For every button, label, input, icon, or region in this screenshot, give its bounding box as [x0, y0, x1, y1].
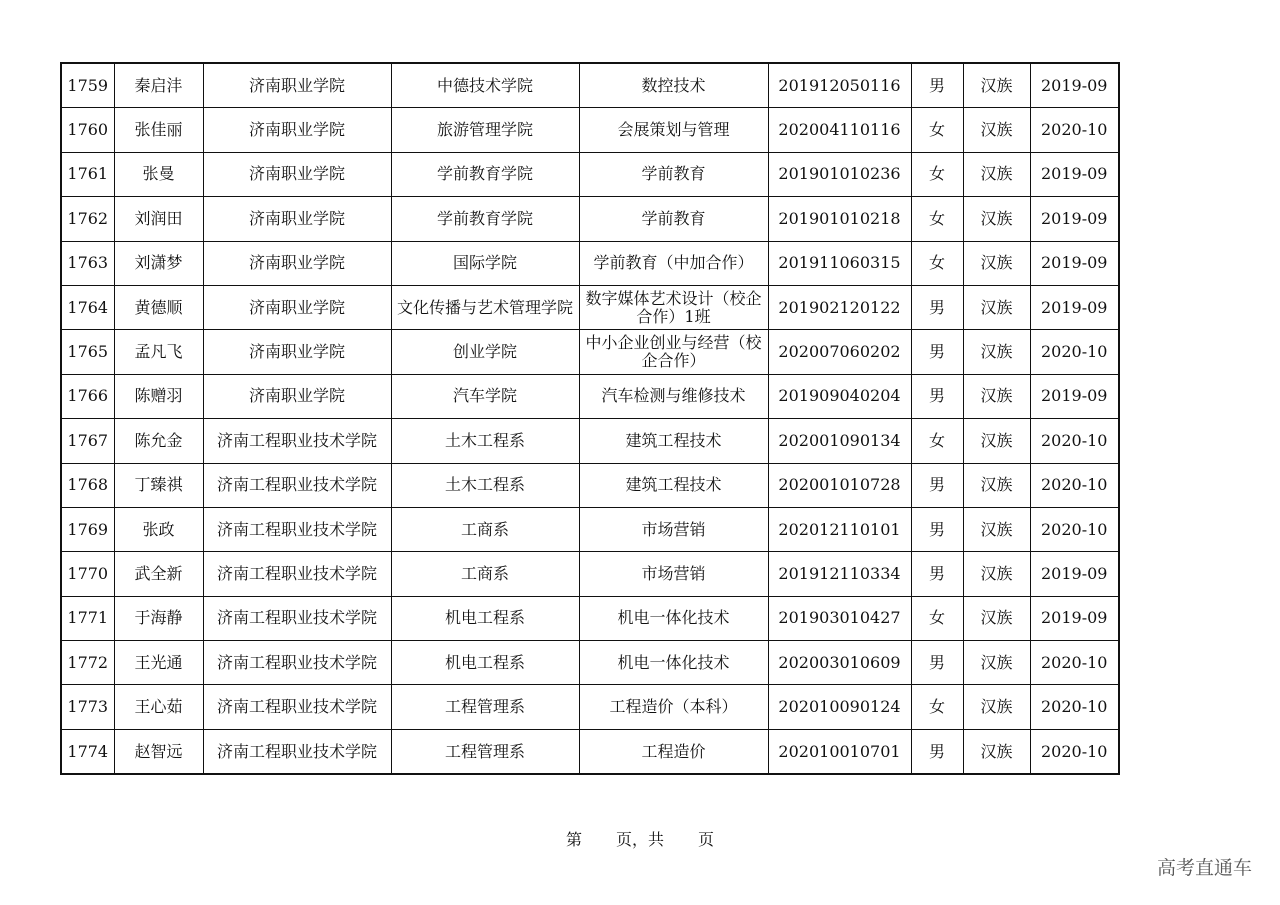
roster-body: [61, 63, 1119, 774]
table-row: [61, 63, 1119, 108]
seq-cell: 1772: [61, 641, 114, 685]
name-cell: 陈赠羽: [114, 374, 203, 418]
page-mid-label: 页，共: [615, 830, 664, 849]
gender-cell: 女: [911, 152, 963, 196]
seq-cell: 1763: [61, 241, 114, 285]
department-cell: 工程管理系: [391, 729, 579, 774]
major-cell: 中小企业创业与经营（校企合作）: [579, 330, 768, 374]
table-row: [61, 729, 1119, 774]
school-cell: 济南工程职业技术学院: [203, 641, 391, 685]
school-cell: 济南职业学院: [203, 330, 391, 374]
seq-cell: 1770: [61, 552, 114, 596]
table-row: [61, 374, 1119, 418]
seq-cell: 1759: [61, 63, 114, 108]
ethnicity-cell: 汉族: [963, 241, 1030, 285]
gender-cell: 男: [911, 641, 963, 685]
student-id-cell: 201901010218: [768, 197, 911, 241]
department-cell: 学前教育学院: [391, 197, 579, 241]
name-cell: 孟凡飞: [114, 330, 203, 374]
school-cell: 济南职业学院: [203, 197, 391, 241]
department-cell: 工商系: [391, 507, 579, 551]
enroll-date-cell: 2019-09: [1030, 197, 1119, 241]
table-row: [61, 152, 1119, 196]
student-id-cell: 201901010236: [768, 152, 911, 196]
school-cell: 济南职业学院: [203, 374, 391, 418]
school-cell: 济南职业学院: [203, 63, 391, 108]
department-cell: 机电工程系: [391, 596, 579, 640]
gender-cell: 男: [911, 507, 963, 551]
ethnicity-cell: 汉族: [963, 419, 1030, 463]
seq-cell: 1768: [61, 463, 114, 507]
seq-cell: 1769: [61, 507, 114, 551]
seq-cell: 1764: [61, 285, 114, 329]
name-cell: 于海静: [114, 596, 203, 640]
department-cell: 机电工程系: [391, 641, 579, 685]
ethnicity-cell: 汉族: [963, 596, 1030, 640]
seq-cell: 1760: [61, 108, 114, 152]
ethnicity-cell: 汉族: [963, 507, 1030, 551]
table-row: [61, 552, 1119, 596]
ethnicity-cell: 汉族: [963, 685, 1030, 729]
department-cell: 创业学院: [391, 330, 579, 374]
department-cell: 汽车学院: [391, 374, 579, 418]
enroll-date-cell: 2019-09: [1030, 241, 1119, 285]
school-cell: 济南职业学院: [203, 241, 391, 285]
gender-cell: 男: [911, 552, 963, 596]
school-cell: 济南职业学院: [203, 152, 391, 196]
ethnicity-cell: 汉族: [963, 108, 1030, 152]
gender-cell: 男: [911, 729, 963, 774]
seq-cell: 1774: [61, 729, 114, 774]
student-id-cell: 202012110101: [768, 507, 911, 551]
name-cell: 张曼: [114, 152, 203, 196]
enroll-date-cell: 2019-09: [1030, 596, 1119, 640]
gender-cell: 女: [911, 241, 963, 285]
name-cell: 刘润田: [114, 197, 203, 241]
gender-cell: 男: [911, 374, 963, 418]
name-cell: 刘潇梦: [114, 241, 203, 285]
major-cell: 工程造价（本科）: [579, 685, 768, 729]
major-cell: 学前教育（中加合作）: [579, 241, 768, 285]
major-cell: 机电一体化技术: [579, 641, 768, 685]
table-row: [61, 330, 1119, 374]
ethnicity-cell: 汉族: [963, 285, 1030, 329]
student-id-cell: 202004110116: [768, 108, 911, 152]
gender-cell: 女: [911, 685, 963, 729]
department-cell: 工程管理系: [391, 685, 579, 729]
student-id-cell: 202007060202: [768, 330, 911, 374]
student-roster-table: [60, 62, 1120, 775]
enroll-date-cell: 2019-09: [1030, 285, 1119, 329]
school-cell: 济南工程职业技术学院: [203, 596, 391, 640]
ethnicity-cell: 汉族: [963, 197, 1030, 241]
seq-cell: 1771: [61, 596, 114, 640]
table-row: [61, 197, 1119, 241]
ethnicity-cell: 汉族: [963, 552, 1030, 596]
school-cell: 济南工程职业技术学院: [203, 552, 391, 596]
student-id-cell: 201911060315: [768, 241, 911, 285]
department-cell: 工商系: [391, 552, 579, 596]
page-label: 第: [565, 830, 582, 849]
table-row: [61, 241, 1119, 285]
major-cell: 机电一体化技术: [579, 596, 768, 640]
seq-cell: 1767: [61, 419, 114, 463]
page-footer: [0, 827, 1280, 850]
name-cell: 张政: [114, 507, 203, 551]
department-cell: 学前教育学院: [391, 152, 579, 196]
student-id-cell: 202003010609: [768, 641, 911, 685]
enroll-date-cell: 2019-09: [1030, 152, 1119, 196]
ethnicity-cell: 汉族: [963, 152, 1030, 196]
name-cell: 赵智远: [114, 729, 203, 774]
seq-cell: 1761: [61, 152, 114, 196]
name-cell: 秦启沣: [114, 63, 203, 108]
enroll-date-cell: 2020-10: [1030, 419, 1119, 463]
enroll-date-cell: 2020-10: [1030, 463, 1119, 507]
major-cell: 数控技术: [579, 63, 768, 108]
major-cell: 汽车检测与维修技术: [579, 374, 768, 418]
name-cell: 丁臻祺: [114, 463, 203, 507]
name-cell: 王光通: [114, 641, 203, 685]
major-cell: 市场营销: [579, 552, 768, 596]
seq-cell: 1765: [61, 330, 114, 374]
major-cell: 建筑工程技术: [579, 463, 768, 507]
major-cell: 数字媒体艺术设计（校企合作）1班: [579, 285, 768, 329]
name-cell: 王心茹: [114, 685, 203, 729]
table-row: [61, 419, 1119, 463]
enroll-date-cell: 2019-09: [1030, 374, 1119, 418]
ethnicity-cell: 汉族: [963, 641, 1030, 685]
name-cell: 张佳丽: [114, 108, 203, 152]
department-cell: 国际学院: [391, 241, 579, 285]
enroll-date-cell: 2020-10: [1030, 685, 1119, 729]
table-row: [61, 596, 1119, 640]
school-cell: 济南工程职业技术学院: [203, 729, 391, 774]
major-cell: 学前教育: [579, 197, 768, 241]
department-cell: 旅游管理学院: [391, 108, 579, 152]
department-cell: 土木工程系: [391, 463, 579, 507]
department-cell: 土木工程系: [391, 419, 579, 463]
enroll-date-cell: 2020-10: [1030, 641, 1119, 685]
student-id-cell: 201912050116: [768, 63, 911, 108]
gender-cell: 男: [911, 463, 963, 507]
watermark: 高考直通车: [1156, 857, 1252, 879]
enroll-date-cell: 2019-09: [1030, 552, 1119, 596]
enroll-date-cell: 2019-09: [1030, 63, 1119, 108]
gender-cell: 女: [911, 197, 963, 241]
name-cell: 武全新: [114, 552, 203, 596]
ethnicity-cell: 汉族: [963, 330, 1030, 374]
gender-cell: 男: [911, 285, 963, 329]
student-id-cell: 201902120122: [768, 285, 911, 329]
name-cell: 陈允金: [114, 419, 203, 463]
school-cell: 济南职业学院: [203, 108, 391, 152]
department-cell: 文化传播与艺术管理学院: [391, 285, 579, 329]
ethnicity-cell: 汉族: [963, 374, 1030, 418]
major-cell: 工程造价: [579, 729, 768, 774]
school-cell: 济南工程职业技术学院: [203, 507, 391, 551]
student-id-cell: 201912110334: [768, 552, 911, 596]
school-cell: 济南工程职业技术学院: [203, 685, 391, 729]
major-cell: 会展策划与管理: [579, 108, 768, 152]
major-cell: 市场营销: [579, 507, 768, 551]
enroll-date-cell: 2020-10: [1030, 729, 1119, 774]
gender-cell: 女: [911, 419, 963, 463]
table-row: [61, 685, 1119, 729]
enroll-date-cell: 2020-10: [1030, 507, 1119, 551]
ethnicity-cell: 汉族: [963, 63, 1030, 108]
department-cell: 中德技术学院: [391, 63, 579, 108]
seq-cell: 1766: [61, 374, 114, 418]
table-row: [61, 507, 1119, 551]
school-cell: 济南工程职业技术学院: [203, 419, 391, 463]
ethnicity-cell: 汉族: [963, 463, 1030, 507]
school-cell: 济南工程职业技术学院: [203, 463, 391, 507]
major-cell: 建筑工程技术: [579, 419, 768, 463]
student-id-cell: 202010090124: [768, 685, 911, 729]
student-id-cell: 202001090134: [768, 419, 911, 463]
student-id-cell: 202010010701: [768, 729, 911, 774]
gender-cell: 女: [911, 108, 963, 152]
school-cell: 济南职业学院: [203, 285, 391, 329]
student-id-cell: 201903010427: [768, 596, 911, 640]
enroll-date-cell: 2020-10: [1030, 330, 1119, 374]
table-row: [61, 463, 1119, 507]
major-cell: 学前教育: [579, 152, 768, 196]
table-row: [61, 641, 1119, 685]
student-id-cell: 202001010728: [768, 463, 911, 507]
seq-cell: 1773: [61, 685, 114, 729]
student-id-cell: 201909040204: [768, 374, 911, 418]
gender-cell: 男: [911, 63, 963, 108]
gender-cell: 女: [911, 596, 963, 640]
enroll-date-cell: 2020-10: [1030, 108, 1119, 152]
ethnicity-cell: 汉族: [963, 729, 1030, 774]
table-row: [61, 285, 1119, 329]
name-cell: 黄德顺: [114, 285, 203, 329]
page-end-label: 页: [698, 830, 715, 849]
table-row: [61, 108, 1119, 152]
seq-cell: 1762: [61, 197, 114, 241]
gender-cell: 男: [911, 330, 963, 374]
